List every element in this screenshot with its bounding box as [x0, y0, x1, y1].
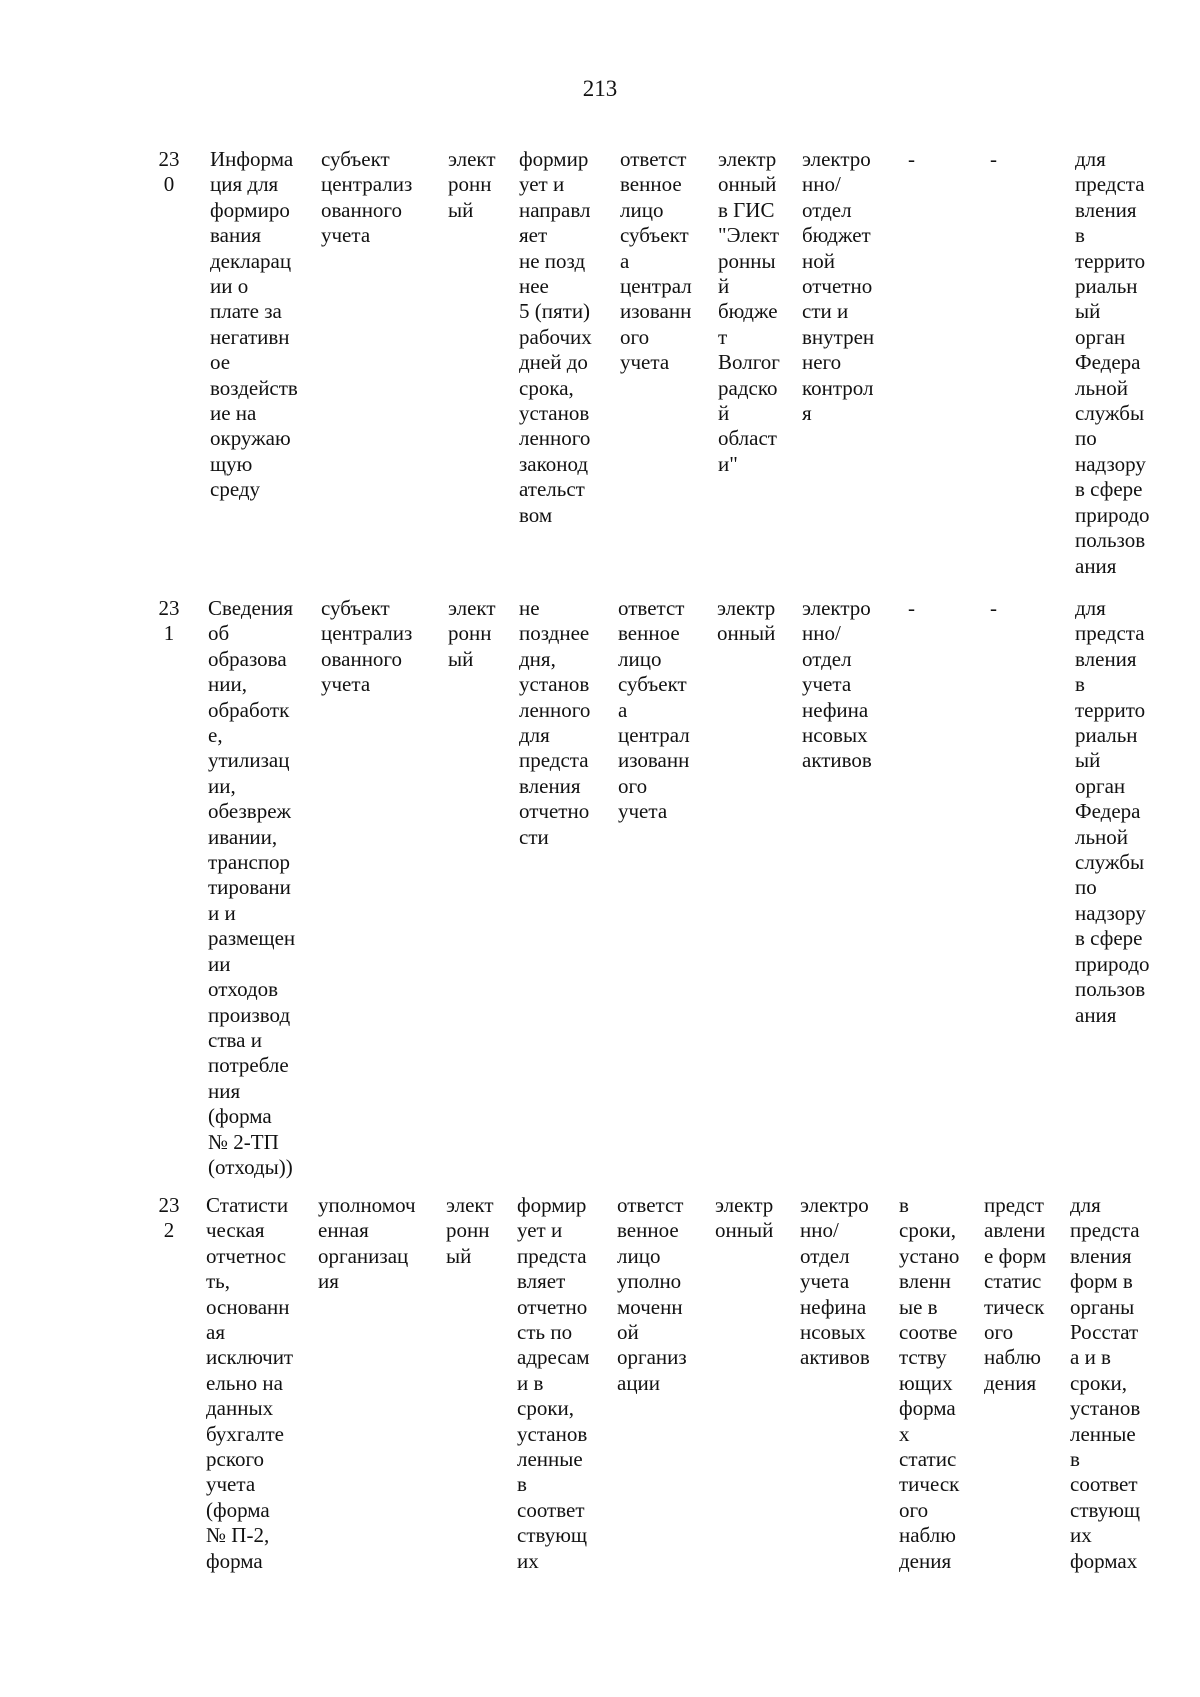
procedure-cell: формир ует и направл яет не позд нее 5 (пяти) рабочих дней до срока, установ ленного законод ательст вом	[519, 147, 592, 527]
transfer-method-cell: электр онный	[717, 596, 776, 646]
procedure-cell: формир ует и предста вляет отчетно сть по адресам и в сроки, установ ленные в соответ ствующ их	[517, 1193, 590, 1573]
form-type-cell: элект ронн ый	[448, 147, 496, 222]
row-number-cell: 23 1	[158, 596, 180, 646]
responsible-cell: ответст венное лицо субъект а централ изованн ого учета	[620, 147, 692, 375]
form-type-cell: элект ронн ый	[448, 596, 496, 671]
transfer-method-cell: электр онный	[715, 1193, 774, 1243]
form-name-cell: предст авлени е форм статис тическ ого наблю дения	[984, 1193, 1047, 1395]
form-name-cell: -	[990, 147, 997, 171]
responsible-cell: ответст венное лицо субъект а централ изованн ого учета	[618, 596, 690, 824]
deadline-cell: -	[908, 596, 915, 620]
responsible-cell: ответст венное лицо уполно моченн ой организ ации	[617, 1193, 687, 1395]
row-number-cell: 23 2	[158, 1193, 180, 1243]
source-cell: субъект централиз ованного учета	[321, 147, 413, 248]
info-name-cell: Сведения об образова нии, обработк е, утилизац ии, обезвреж ивании, транспор тировани и и размещен ии отходов производ ства и потребле ния (форма № 2-ТП (отходы))	[208, 596, 296, 1179]
transfer-method-cell: электр онный в ГИС "Элект ронны й бюдже т Волгог радско й област и"	[718, 147, 780, 476]
form-name-cell: -	[990, 596, 997, 620]
purpose-cell: для предста вления форм в органы Росстат а и в сроки, установ ленные в соответ ствующ их формах	[1070, 1193, 1141, 1573]
source-cell: субъект централиз ованного учета	[321, 596, 413, 697]
source-cell: уполномоч енная организац ия	[318, 1193, 416, 1294]
purpose-cell: для предста вления в террито риальн ый орган Федера льной службы по надзору в сфере природо пользов ания	[1075, 147, 1150, 578]
recipient-cell: электро нно/ отдел бюджет ной отчетно сти и внутрен него контрол я	[802, 147, 875, 426]
deadline-cell: в сроки, устано вленн ые в соотве тству ющих форма х статис тическ ого наблю дения	[899, 1193, 960, 1573]
page-number: 213	[582, 76, 618, 101]
info-name-cell: Информа ция для формиро вания декларац ии о плате за негативн ое воздейств ие на окружаю щую среду	[210, 147, 298, 502]
purpose-cell: для предста вления в террито риальн ый орган Федера льной службы по надзору в сфере природо пользов ания	[1075, 596, 1150, 1027]
recipient-cell: электро нно/ отдел учета нефина нсовых активов	[800, 1193, 870, 1370]
row-number-cell: 23 0	[158, 147, 180, 197]
recipient-cell: электро нно/ отдел учета нефина нсовых активов	[802, 596, 872, 773]
info-name-cell: Статисти ческая отчетнос ть, основанн ая исключит ельно на данных бухгалте рского учета (форма № П-2, форма	[206, 1193, 294, 1573]
form-type-cell: элект ронн ый	[446, 1193, 494, 1268]
deadline-cell: -	[908, 147, 915, 171]
procedure-cell: не позднее дня, установ ленного для предста вления отчетно сти	[519, 596, 591, 849]
